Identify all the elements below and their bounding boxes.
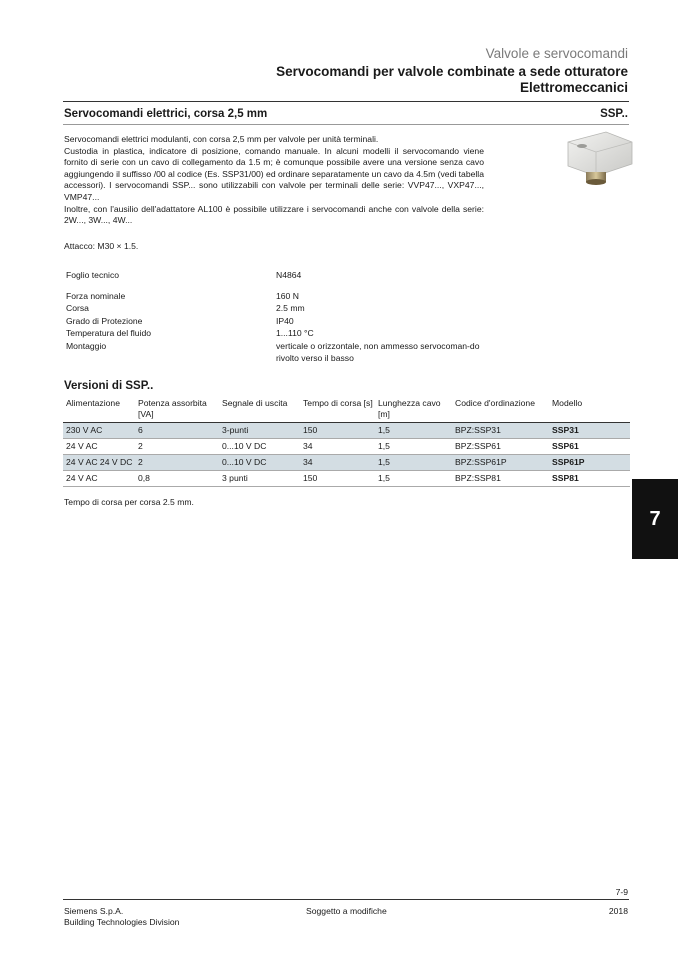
cell-segnale: 3 punti [219, 471, 300, 487]
cell-tempo: 34 [300, 455, 375, 471]
cell-modello: SSP61P [549, 455, 630, 471]
cell-segnale: 0...10 V DC [219, 439, 300, 455]
footer-divider [63, 899, 629, 900]
actuator-product-image [562, 124, 636, 190]
cell-lunghezza: 1,5 [375, 455, 452, 471]
section-model: SSP.. [600, 108, 628, 120]
cell-potenza: 2 [135, 455, 219, 471]
spec-grado-label: Grado di Protezione [66, 316, 143, 326]
versions-table [63, 396, 630, 487]
cell-codice: BPZ:SSP31 [452, 423, 549, 439]
cell-modello: SSP81 [549, 471, 630, 487]
versions-title: Versioni di SSP.. [64, 380, 154, 392]
cell-tempo: 150 [300, 423, 375, 439]
cell-segnale: 0...10 V DC [219, 455, 300, 471]
col-potenza: Potenza assorbita [VA] [135, 396, 219, 423]
section-title: Servocomandi elettrici, corsa 2,5 mm [64, 108, 268, 120]
spec-forza-label: Forza nominale [66, 291, 126, 301]
description-para-2: Custodia in plastica, indicatore di posizione, comando manuale. In alcuni modelli il servocomando viene fornito di serie con un cavo di collegamento da 1.5 m; è comunque possibile avere una versione senza cavo aggiungendo il suffisso /00 al codice (Es. SSP31/00) ed ordinare separatamente un cavo da 4.5m (vedi tabella accessori). I servocomandi SSP... sono utilizzabili con valvole per terminali delle serie: VVP47..., VXP47..., VMP47... [64, 145, 484, 202]
spec-foglio-label: Foglio tecnico [66, 270, 120, 280]
cell-potenza: 2 [135, 439, 219, 455]
cell-codice: BPZ:SSP81 [452, 471, 549, 487]
col-segnale: Segnale di uscita [219, 396, 300, 423]
cell-tempo: 150 [300, 471, 375, 487]
description [64, 134, 484, 227]
spec-montaggio-label: Montaggio [66, 341, 107, 351]
versions-note: Tempo di corsa per corsa 2.5 mm. [64, 497, 194, 507]
footer-division: Building Technologies Division [64, 917, 180, 927]
table-row [63, 471, 630, 487]
header-divider [63, 101, 629, 102]
col-modello: Modello [549, 396, 630, 423]
col-tempo: Tempo di corsa [s] [300, 396, 375, 423]
cell-codice: BPZ:SSP61P [452, 455, 549, 471]
cell-lunghezza: 1,5 [375, 471, 452, 487]
page-number: 7-9 [615, 887, 628, 897]
header-title: Servocomandi per valvole combinate a sede otturatore [276, 64, 628, 79]
cell-lunghezza: 1,5 [375, 423, 452, 439]
col-codice: Codice d'ordinazione [452, 396, 549, 423]
cell-tempo: 34 [300, 439, 375, 455]
cell-potenza: 6 [135, 423, 219, 439]
description-para-1: Servocomandi elettrici modulanti, con corsa 2,5 mm per valvole per unità terminali. [64, 134, 379, 144]
cell-codice: BPZ:SSP61 [452, 439, 549, 455]
header-category: Valvole e servocomandi [485, 46, 628, 61]
cell-segnale: 3-punti [219, 423, 300, 439]
table-row [63, 423, 630, 439]
cell-modello: SSP31 [549, 423, 630, 439]
spec-grado-value: IP40 [276, 316, 294, 326]
description-para-3: Inoltre, con l'ausilio dell'adattatore AL100 è possibile utilizzare i servocomandi anche con valvole della serie: 2W..., 3W..., 4W... [64, 203, 484, 226]
col-lunghezza: Lunghezza cavo [m] [375, 396, 452, 423]
spec-montaggio-value: verticale o orizzontale, non ammesso servocoman-do rivolto verso il basso [276, 341, 480, 363]
footer-notice: Soggetto a modifiche [306, 906, 387, 916]
cell-potenza: 0,8 [135, 471, 219, 487]
spec-foglio-value: N4864 [276, 270, 302, 280]
footer-year: 2018 [608, 906, 628, 916]
section-divider [63, 124, 629, 125]
chapter-tab: 7 [632, 479, 678, 559]
footer-company-block [64, 906, 179, 928]
cell-lunghezza: 1,5 [375, 439, 452, 455]
cell-alimentazione: 24 V AC [63, 471, 135, 487]
spec-corsa-value: 2.5 mm [276, 303, 305, 313]
cell-alimentazione: 24 V AC [63, 439, 135, 455]
attacco-text: Attacco: M30 × 1.5. [64, 241, 139, 251]
spec-temp-value: 1...110 °C [276, 328, 314, 338]
versions-header-row [63, 396, 630, 423]
spec-temp-label: Temperatura del fluido [66, 328, 152, 338]
header-subtitle: Elettromeccanici [519, 80, 628, 95]
spec-forza-value: 160 N [276, 291, 299, 301]
col-alimentazione: Alimentazione [63, 396, 135, 423]
table-row [63, 439, 630, 455]
cell-alimentazione: 24 V AC 24 V DC [63, 455, 135, 471]
table-row [63, 455, 630, 471]
cell-modello: SSP61 [549, 439, 630, 455]
spec-corsa-label: Corsa [66, 303, 89, 313]
cell-alimentazione: 230 V AC [63, 423, 135, 439]
footer-company: Siemens S.p.A. [64, 906, 124, 916]
